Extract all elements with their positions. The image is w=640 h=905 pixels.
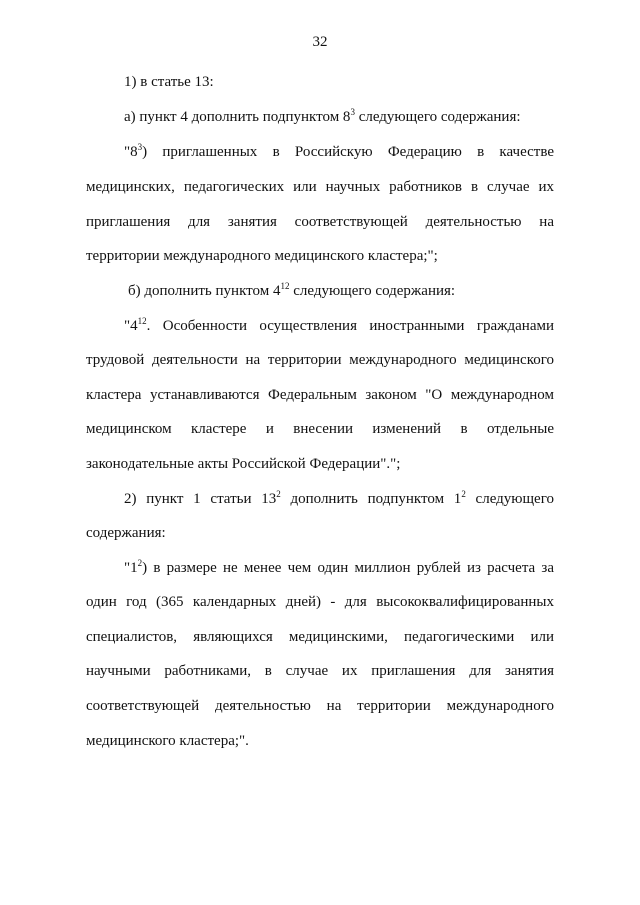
text-line: специалистов, являющихся медицинскими, педагогическими или — [86, 629, 554, 645]
text-line: соответствующей деятельностью на территории международного — [86, 698, 554, 714]
text-line: научными работниками, в случае их приглашения для занятия — [86, 663, 554, 679]
text-line: кластера устанавливаются Федеральным законом "О международном — [86, 387, 554, 403]
text-line: "$1^2$) в размере не менее чем один миллион рублей из расчета за — [124, 558, 554, 576]
text-line: приглашения для занятия соответствующей деятельностью на — [86, 214, 554, 230]
text-line: медицинских, педагогических или научных работников в случае их — [86, 179, 554, 195]
text-line: медицинском кластере и внесении изменений в отдельные — [86, 421, 554, 437]
text-line: законодательные акты Российской Федерации"."; — [86, 456, 401, 472]
text-line: территории международного медицинского кластера;"; — [86, 248, 438, 264]
text-line: один год (365 календарных дней) - для высококвалифицированных — [86, 594, 554, 610]
text-line: трудовой деятельности на территории международного медицинского — [86, 352, 554, 368]
text-line: а) пункт 4 дополнить подпунктом $8^3$ следующего содержания: — [124, 107, 521, 125]
text-line: 2) пункт 1 статьи $13^2$ дополнить подпунктом $1^2$ следующего — [124, 489, 554, 507]
text-line: содержания: — [86, 525, 166, 541]
page-number: 32 — [312, 34, 328, 50]
text-line: 1) в статье 13: — [124, 74, 214, 90]
text-line: "$4^{12}$. Особенности осуществления иностранными гражданами — [124, 316, 554, 334]
text-line: "$8^3$) приглашенных в Российскую Федерацию в качестве — [124, 142, 554, 160]
text-line: б) дополнить пунктом $4^{12}$ следующего содержания: — [128, 281, 456, 299]
text-line: медицинского кластера;". — [86, 733, 249, 749]
